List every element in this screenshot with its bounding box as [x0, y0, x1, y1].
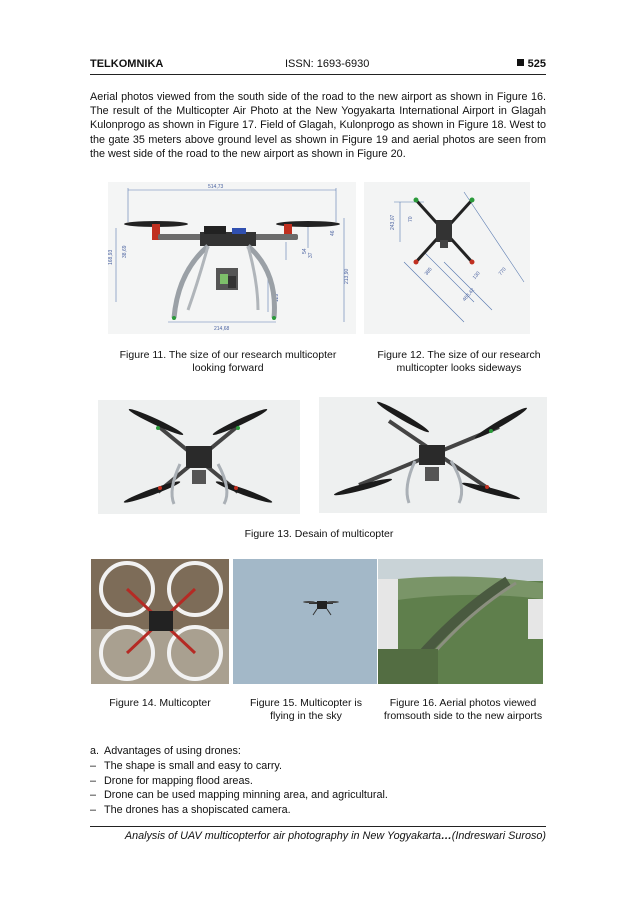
list-heading-marker: a. [90, 745, 100, 757]
page-header [90, 58, 546, 75]
page-footer [90, 830, 546, 842]
dim-front-9: 213,90 [344, 268, 350, 284]
dim-side-3: 385 [423, 266, 434, 277]
figure-12-caption [366, 349, 552, 375]
issn: ISSN: 1693-6930 [285, 58, 370, 70]
dim-front-3: 168,93 [108, 249, 114, 265]
body-paragraph: Aerial photos viewed from the south side of the road to the new airport as shown in Figure 16. The result of the Multicopter Air Photo at the New Yogyakarta International Airport in Glagah Kulonprogo as shown in Figure 17. Field of Glagah, Kulonprogo as shown in Figure 18. West to the gate 35 meters above ground level as shown in Figure 19 and aerial photos are seen from the west side of the road to the new airport as shown in Figure 20. [90, 91, 546, 160]
multicopter-photo [91, 559, 229, 684]
list-item [90, 803, 546, 818]
list-item [90, 788, 546, 803]
figure-11-caption-line1: Figure 11. The size of our research multicopter [119, 349, 337, 361]
footer-authors: (Indreswari Suroso) [451, 830, 546, 842]
dash-bullet: – [90, 789, 97, 802]
figure-14-image [91, 559, 229, 684]
list-heading-text: Advantages of using drones: [104, 745, 241, 757]
figure-13-caption: Figure 13. Desain of multicopter [244, 528, 394, 540]
figure-13-image-left [98, 400, 300, 514]
figure-11-caption-line2: looking forward [192, 362, 264, 374]
page-number [517, 58, 546, 70]
figure-16-caption-line2: fromsouth side to the new airports [383, 710, 543, 722]
figure-16-caption-line1: Figure 16. Aerial photos viewed [389, 697, 537, 709]
figure-16-caption [378, 697, 548, 723]
dim-front-6: 54 [302, 248, 308, 254]
footer-ellipsis: … [440, 830, 452, 842]
list-item-text: The shape is small and easy to carry. [104, 759, 283, 772]
dim-side-5: 463,42 [461, 287, 477, 303]
advantages-list [90, 744, 546, 818]
figure-15-image [233, 559, 377, 684]
dim-front-4: 38,69 [122, 245, 128, 258]
drone-render-right [319, 397, 547, 513]
dim-front-8: 129 [274, 293, 280, 302]
footer-title: Analysis of UAV multicopterfor air photography in New Yogyakarta [124, 830, 441, 842]
square-bullet-icon [517, 59, 524, 66]
dash-bullet: – [90, 759, 97, 772]
drone-side-drawing [364, 182, 530, 334]
figure-12-image [364, 182, 530, 334]
list-item [90, 759, 546, 774]
page-number-text: 525 [527, 58, 546, 70]
journal-name: TELKOMNIKA [90, 58, 164, 70]
list-item-text: Drone can be used mapping minning area, and agricultural. [104, 789, 388, 802]
figure-12-caption-line1: Figure 12. The size of our research [377, 349, 541, 361]
figure-15-caption-line2: flying in the sky [270, 710, 342, 722]
dash-bullet: – [90, 774, 97, 787]
drone-render-left [98, 400, 300, 514]
dim-side-1: 243,07 [390, 214, 396, 230]
dim-front-7: 37 [308, 252, 314, 258]
drone-in-sky-photo [233, 559, 377, 684]
figure-12-caption-line2: multicopter looks sideways [396, 362, 522, 374]
dim-front-5: 46 [330, 230, 336, 236]
dim-side-4: 130 [471, 270, 482, 281]
figure-15-caption [236, 697, 376, 723]
dim-side-6: 770 [497, 266, 508, 277]
list-item-text: Drone for mapping flood areas. [104, 774, 253, 787]
dim-side-2: 70 [408, 216, 414, 222]
list-item [90, 774, 546, 789]
dim-front-1: 514,73 [208, 184, 224, 190]
dim-front-2: 214,68 [214, 326, 230, 332]
figure-13-image-right [319, 397, 547, 513]
dash-bullet: – [90, 804, 97, 817]
figure-15-caption-line1: Figure 15. Multicopter is [249, 697, 363, 709]
list-item-text: The drones has a shopiscated camera. [104, 804, 291, 817]
figure-14-caption: Figure 14. Multicopter [109, 697, 211, 709]
footer-divider [90, 826, 546, 827]
drone-front-drawing [108, 182, 356, 334]
figure-16-image [378, 559, 543, 684]
figure-11-caption [110, 349, 346, 375]
figure-11-image [108, 182, 356, 334]
list-heading [90, 744, 546, 759]
aerial-photo [378, 559, 543, 684]
